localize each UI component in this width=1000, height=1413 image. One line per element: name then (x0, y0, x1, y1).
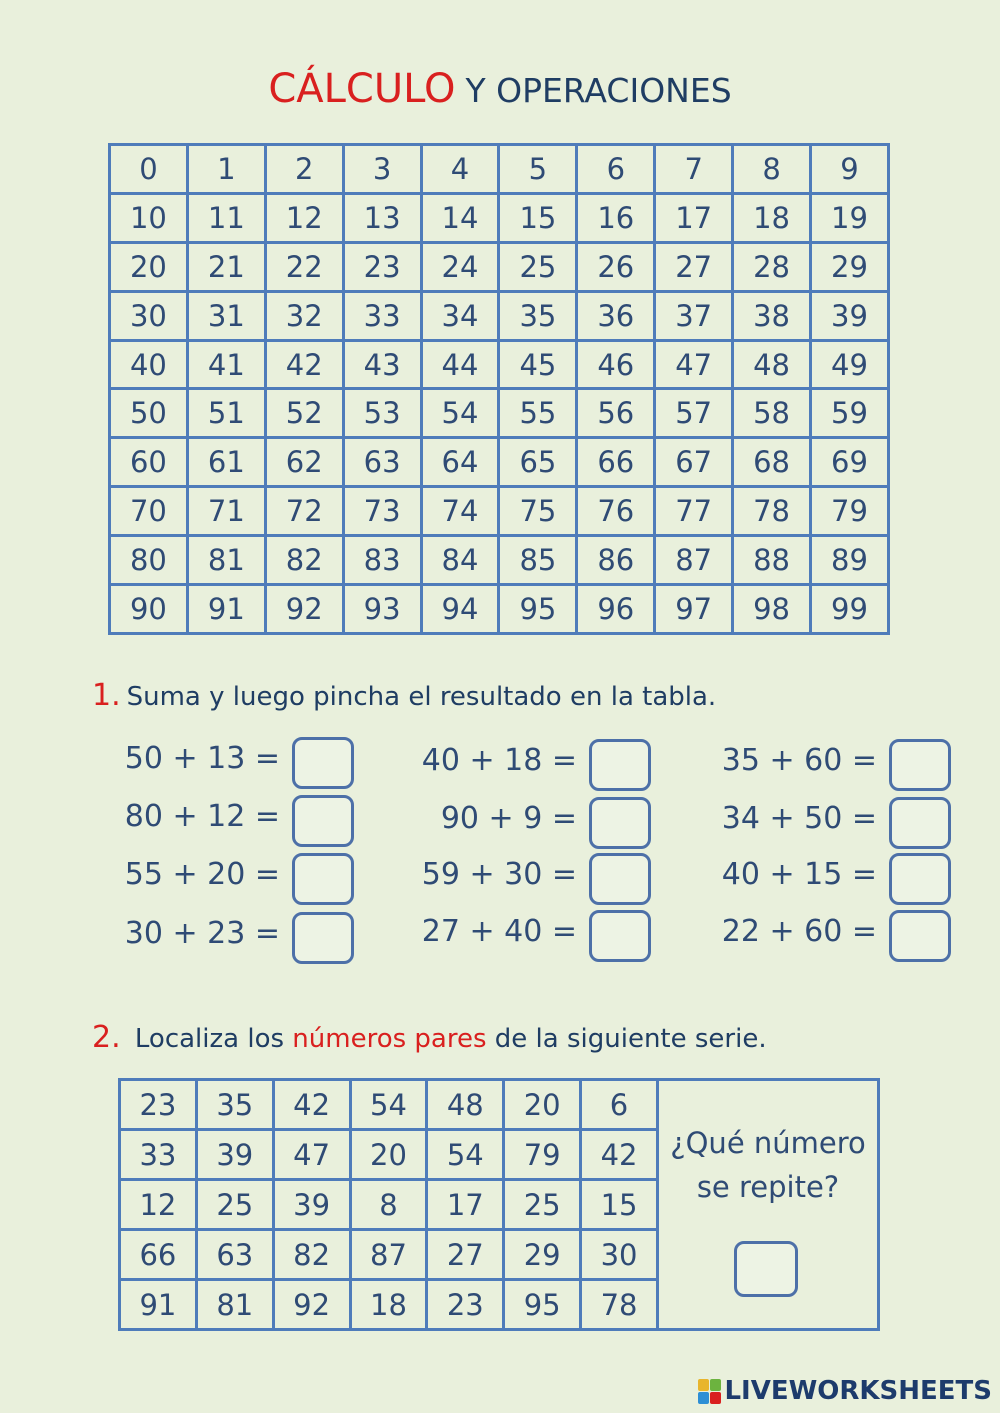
addition-expression: 90 + 9 = (440, 801, 577, 836)
liveworksheets-logo-text: LIVEWORKSHEETS (724, 1376, 992, 1406)
series-cell[interactable]: 30 (581, 1230, 658, 1280)
series-cell[interactable]: 91 (120, 1280, 197, 1330)
grid-cell[interactable]: 57 (655, 389, 733, 438)
grid-cell[interactable]: 8 (733, 145, 811, 194)
series-cell[interactable]: 78 (581, 1280, 658, 1330)
grid-cell[interactable]: 93 (343, 585, 421, 634)
addition-item (351, 853, 651, 909)
addition-item (54, 912, 354, 968)
addition-expression: 27 + 40 = (421, 914, 577, 949)
series-cell[interactable]: 54 (350, 1080, 427, 1130)
grid-cell[interactable]: 61 (187, 438, 265, 487)
answer-box[interactable] (889, 739, 951, 791)
addition-expression: 34 + 50 = (721, 801, 877, 836)
exercise2-text-highlight: números pares (292, 1024, 487, 1054)
grid-cell[interactable]: 24 (421, 242, 499, 291)
repeat-answer-box[interactable] (734, 1241, 798, 1297)
grid-row (110, 585, 889, 634)
grid-cell[interactable]: 48 (733, 340, 811, 389)
series-cell[interactable]: 12 (120, 1180, 197, 1230)
grid-cell[interactable]: 71 (187, 487, 265, 536)
grid-cell[interactable]: 16 (577, 193, 655, 242)
grid-cell[interactable]: 30 (110, 291, 188, 340)
answer-box[interactable] (292, 912, 354, 964)
grid-cell[interactable]: 2 (265, 145, 343, 194)
grid-cell[interactable]: 10 (110, 193, 188, 242)
series-cell[interactable]: 42 (581, 1130, 658, 1180)
grid-cell[interactable]: 51 (187, 389, 265, 438)
grid-cell[interactable]: 49 (811, 340, 889, 389)
answer-box[interactable] (889, 910, 951, 962)
grid-cell[interactable]: 84 (421, 536, 499, 585)
answer-box[interactable] (292, 795, 354, 847)
grid-cell[interactable]: 76 (577, 487, 655, 536)
grid-cell[interactable]: 0 (110, 145, 188, 194)
grid-cell[interactable]: 9 (811, 145, 889, 194)
grid-cell[interactable]: 72 (265, 487, 343, 536)
grid-cell[interactable]: 4 (421, 145, 499, 194)
grid-row (110, 536, 889, 585)
grid-cell[interactable]: 80 (110, 536, 188, 585)
grid-cell[interactable]: 90 (110, 585, 188, 634)
addition-expression: 30 + 23 = (124, 916, 280, 951)
addition-item (54, 853, 354, 909)
grid-cell[interactable]: 98 (733, 585, 811, 634)
series-row (120, 1080, 879, 1130)
grid-cell[interactable]: 50 (110, 389, 188, 438)
grid-cell[interactable]: 81 (187, 536, 265, 585)
grid-row (110, 242, 889, 291)
grid-cell[interactable]: 26 (577, 242, 655, 291)
grid-cell[interactable]: 60 (110, 438, 188, 487)
grid-row (110, 389, 889, 438)
grid-cell[interactable]: 73 (343, 487, 421, 536)
exercise1-number: 1. (92, 678, 121, 713)
grid-cell[interactable]: 64 (421, 438, 499, 487)
series-cell[interactable]: 20 (504, 1080, 581, 1130)
grid-cell[interactable]: 88 (733, 536, 811, 585)
grid-cell[interactable]: 70 (110, 487, 188, 536)
grid-cell[interactable]: 32 (265, 291, 343, 340)
addition-item (651, 739, 951, 795)
grid-cell[interactable]: 52 (265, 389, 343, 438)
grid-row (110, 145, 889, 194)
grid-cell[interactable]: 23 (343, 242, 421, 291)
series-cell[interactable]: 27 (427, 1230, 504, 1280)
grid-row (110, 487, 889, 536)
series-cell[interactable]: 23 (120, 1080, 197, 1130)
grid-cell[interactable]: 14 (421, 193, 499, 242)
repeat-question-line1: ¿Qué número (670, 1126, 866, 1160)
grid-cell[interactable]: 89 (811, 536, 889, 585)
series-cell[interactable]: 48 (427, 1080, 504, 1130)
grid-cell[interactable]: 86 (577, 536, 655, 585)
series-cell[interactable]: 18 (350, 1280, 427, 1330)
grid-row (110, 340, 889, 389)
grid-cell[interactable]: 54 (421, 389, 499, 438)
addition-expression: 35 + 60 = (721, 743, 877, 778)
grid-cell[interactable]: 29 (811, 242, 889, 291)
answer-box[interactable] (589, 797, 651, 849)
grid-cell[interactable]: 33 (343, 291, 421, 340)
addition-expression: 40 + 18 = (421, 743, 577, 778)
grid-cell[interactable]: 36 (577, 291, 655, 340)
series-table (118, 1078, 880, 1331)
grid-cell[interactable]: 44 (421, 340, 499, 389)
series-cell[interactable]: 95 (504, 1280, 581, 1330)
grid-cell[interactable]: 55 (499, 389, 577, 438)
exercise1-text: Suma y luego pincha el resultado en la tabla. (126, 682, 717, 712)
series-cell[interactable]: 92 (273, 1280, 350, 1330)
grid-cell[interactable]: 95 (499, 585, 577, 634)
series-cell[interactable]: 54 (427, 1130, 504, 1180)
grid-cell[interactable]: 92 (265, 585, 343, 634)
series-cell[interactable]: 39 (196, 1130, 273, 1180)
grid-cell[interactable]: 3 (343, 145, 421, 194)
addition-item (351, 910, 651, 966)
grid-cell[interactable]: 46 (577, 340, 655, 389)
grid-cell[interactable]: 31 (187, 291, 265, 340)
grid-row (110, 438, 889, 487)
grid-cell[interactable]: 22 (265, 242, 343, 291)
grid-cell[interactable]: 1 (187, 145, 265, 194)
grid-cell[interactable]: 18 (733, 193, 811, 242)
answer-box[interactable] (889, 853, 951, 905)
series-cell[interactable]: 23 (427, 1280, 504, 1330)
grid-cell[interactable]: 34 (421, 291, 499, 340)
grid-cell[interactable]: 83 (343, 536, 421, 585)
grid-cell[interactable]: 6 (577, 145, 655, 194)
exercise2-text-after: de la siguiente serie. (494, 1024, 767, 1054)
answer-box[interactable] (889, 797, 951, 849)
addition-item (651, 797, 951, 853)
series-cell[interactable]: 20 (350, 1130, 427, 1180)
grid-cell[interactable]: 66 (577, 438, 655, 487)
grid-cell[interactable]: 59 (811, 389, 889, 438)
grid-cell[interactable]: 68 (733, 438, 811, 487)
series-cell[interactable]: 33 (120, 1130, 197, 1180)
grid-cell[interactable]: 19 (811, 193, 889, 242)
grid-cell[interactable]: 47 (655, 340, 733, 389)
grid-cell[interactable]: 94 (421, 585, 499, 634)
grid-cell[interactable]: 27 (655, 242, 733, 291)
grid-row (110, 193, 889, 242)
repeat-question-line2: se repite? (696, 1170, 840, 1204)
grid-cell[interactable]: 75 (499, 487, 577, 536)
grid-cell[interactable]: 74 (421, 487, 499, 536)
addition-expression: 40 + 15 = (721, 857, 877, 892)
addition-expression: 80 + 12 = (124, 799, 280, 834)
series-cell[interactable]: 87 (350, 1230, 427, 1280)
exercise2-instruction (92, 1020, 767, 1055)
answer-box[interactable] (589, 853, 651, 905)
grid-cell[interactable]: 62 (265, 438, 343, 487)
grid-cell[interactable]: 25 (499, 242, 577, 291)
grid-cell[interactable]: 85 (499, 536, 577, 585)
grid-cell[interactable]: 58 (733, 389, 811, 438)
grid-cell[interactable]: 65 (499, 438, 577, 487)
grid-cell[interactable]: 96 (577, 585, 655, 634)
addition-item (54, 795, 354, 851)
series-cell[interactable]: 47 (273, 1130, 350, 1180)
addition-item (651, 910, 951, 966)
grid-cell[interactable]: 42 (265, 340, 343, 389)
title-operaciones: Y OPERACIONES (465, 71, 732, 110)
grid-cell[interactable]: 91 (187, 585, 265, 634)
exercise2-number: 2. (92, 1020, 121, 1055)
grid-row (110, 291, 889, 340)
grid-cell[interactable]: 45 (499, 340, 577, 389)
grid-cell[interactable]: 7 (655, 145, 733, 194)
page-title (0, 66, 1000, 112)
title-calculo: CÁLCULO (268, 66, 456, 112)
addition-item (651, 853, 951, 909)
grid-cell[interactable]: 97 (655, 585, 733, 634)
grid-cell[interactable]: 13 (343, 193, 421, 242)
grid-cell[interactable]: 12 (265, 193, 343, 242)
addition-item (351, 739, 651, 795)
grid-cell[interactable]: 38 (733, 291, 811, 340)
grid-cell[interactable]: 15 (499, 193, 577, 242)
series-cell[interactable]: 42 (273, 1080, 350, 1130)
addition-expression: 22 + 60 = (721, 914, 877, 949)
series-cell[interactable]: 63 (196, 1230, 273, 1280)
grid-cell[interactable]: 39 (811, 291, 889, 340)
grid-cell[interactable]: 67 (655, 438, 733, 487)
grid-cell[interactable]: 56 (577, 389, 655, 438)
repeat-question (659, 1121, 877, 1209)
grid-cell[interactable]: 41 (187, 340, 265, 389)
grid-cell[interactable]: 63 (343, 438, 421, 487)
answer-box[interactable] (589, 910, 651, 962)
exercise1-instruction (92, 678, 716, 713)
series-cell[interactable]: 39 (273, 1180, 350, 1230)
series-cell[interactable]: 82 (273, 1230, 350, 1280)
exercise2-text-before: Localiza los (134, 1024, 285, 1054)
series-cell[interactable]: 79 (504, 1130, 581, 1180)
series-cell[interactable]: 15 (581, 1180, 658, 1230)
grid-cell[interactable]: 37 (655, 291, 733, 340)
addition-expression: 55 + 20 = (124, 857, 280, 892)
grid-cell[interactable]: 35 (499, 291, 577, 340)
grid-cell[interactable]: 82 (265, 536, 343, 585)
series-cell[interactable]: 6 (581, 1080, 658, 1130)
grid-cell[interactable]: 77 (655, 487, 733, 536)
answer-box[interactable] (292, 737, 354, 789)
repeat-question-panel (658, 1080, 879, 1330)
series-cell[interactable]: 81 (196, 1280, 273, 1330)
series-cell[interactable]: 25 (196, 1180, 273, 1230)
series-cell[interactable]: 35 (196, 1080, 273, 1130)
series-cell[interactable]: 8 (350, 1180, 427, 1230)
series-cell[interactable]: 29 (504, 1230, 581, 1280)
series-cell[interactable]: 25 (504, 1180, 581, 1230)
answer-box[interactable] (589, 739, 651, 791)
addition-expression: 59 + 30 = (421, 857, 577, 892)
liveworksheets-mark-icon (698, 1379, 722, 1405)
answer-box[interactable] (292, 853, 354, 905)
grid-cell[interactable]: 20 (110, 242, 188, 291)
grid-cell[interactable]: 78 (733, 487, 811, 536)
grid-cell[interactable]: 79 (811, 487, 889, 536)
series-cell[interactable]: 66 (120, 1230, 197, 1280)
grid-cell[interactable]: 99 (811, 585, 889, 634)
grid-cell[interactable]: 17 (655, 193, 733, 242)
grid-cell[interactable]: 5 (499, 145, 577, 194)
number-grid (108, 143, 890, 635)
grid-cell[interactable]: 40 (110, 340, 188, 389)
grid-cell[interactable]: 43 (343, 340, 421, 389)
grid-cell[interactable]: 53 (343, 389, 421, 438)
liveworksheets-logo (698, 1376, 992, 1406)
grid-cell[interactable]: 28 (733, 242, 811, 291)
addition-expression: 50 + 13 = (124, 741, 280, 776)
addition-item (54, 737, 354, 793)
series-cell[interactable]: 17 (427, 1180, 504, 1230)
grid-cell[interactable]: 69 (811, 438, 889, 487)
grid-cell[interactable]: 21 (187, 242, 265, 291)
grid-cell[interactable]: 11 (187, 193, 265, 242)
addition-item (351, 797, 651, 853)
grid-cell[interactable]: 87 (655, 536, 733, 585)
